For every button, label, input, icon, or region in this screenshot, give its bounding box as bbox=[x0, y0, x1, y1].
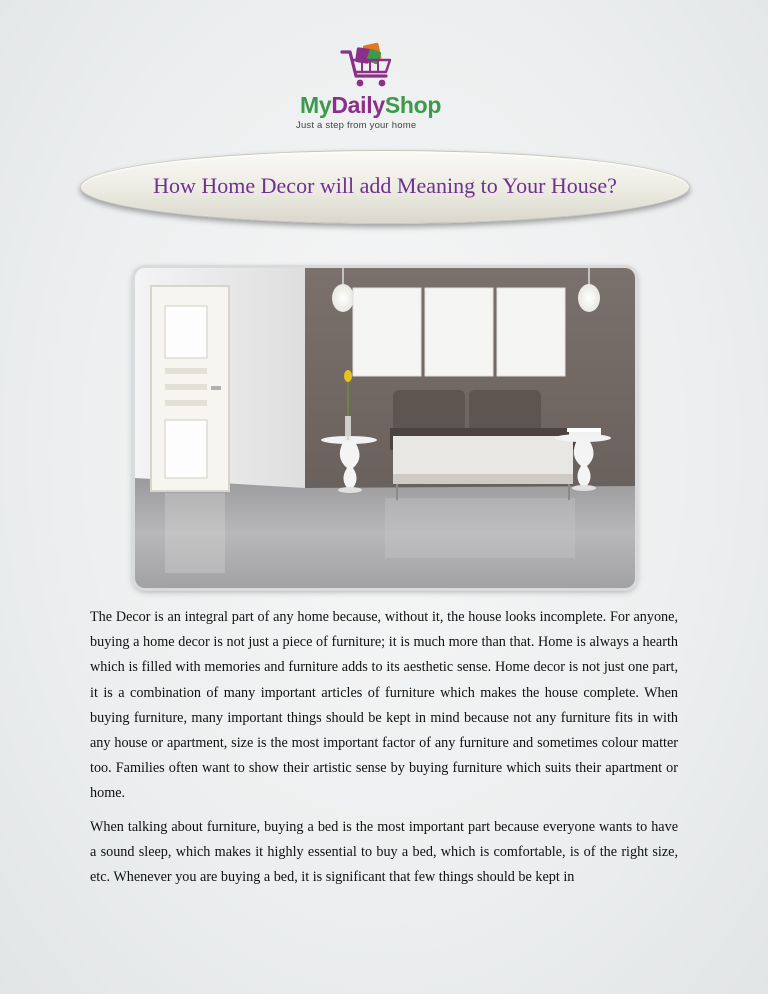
article-body bbox=[90, 605, 678, 898]
paragraph: The Decor is an integral part of any home because, without it, the house looks incomplete. For anyone, buying a home decor is not just a piece of furniture; it is much more than that. Home is always a hearth which is filled with memories and furniture adds to its aesthetic sense. Home decor is not just one part, it is a combination of many important articles of furniture which makes the house complete. When buying furniture, many important things should be kept in mind because not any furniture fits in with any house or apartment, size is the most important factor of any furniture and sometimes colour matter too. Families often want to show their artistic sense by buying furniture which suits their apartment or home. bbox=[90, 609, 678, 802]
shopping-cart-icon bbox=[338, 38, 398, 90]
brand-name-part2: Daily bbox=[331, 92, 385, 118]
paragraph: When talking about furniture, buying a bed is the most important part because everyone wants to have a sound sleep, which makes it highly essential to buy a bed, which is comfortable, is of the right size, etc. Whenever you are buying a bed, it is significant that few things should be kept in bbox=[90, 818, 678, 886]
brand-name bbox=[300, 92, 441, 119]
bedroom-photo bbox=[135, 268, 635, 588]
title-banner bbox=[80, 150, 690, 224]
brand-logo bbox=[290, 38, 460, 132]
brand-tagline: Just a step from your home bbox=[296, 120, 417, 131]
page-title: How Home Decor will add Meaning to Your House? bbox=[153, 173, 617, 198]
brand-name-part1: My bbox=[300, 92, 332, 118]
brand-name-part3: Shop bbox=[384, 92, 442, 118]
